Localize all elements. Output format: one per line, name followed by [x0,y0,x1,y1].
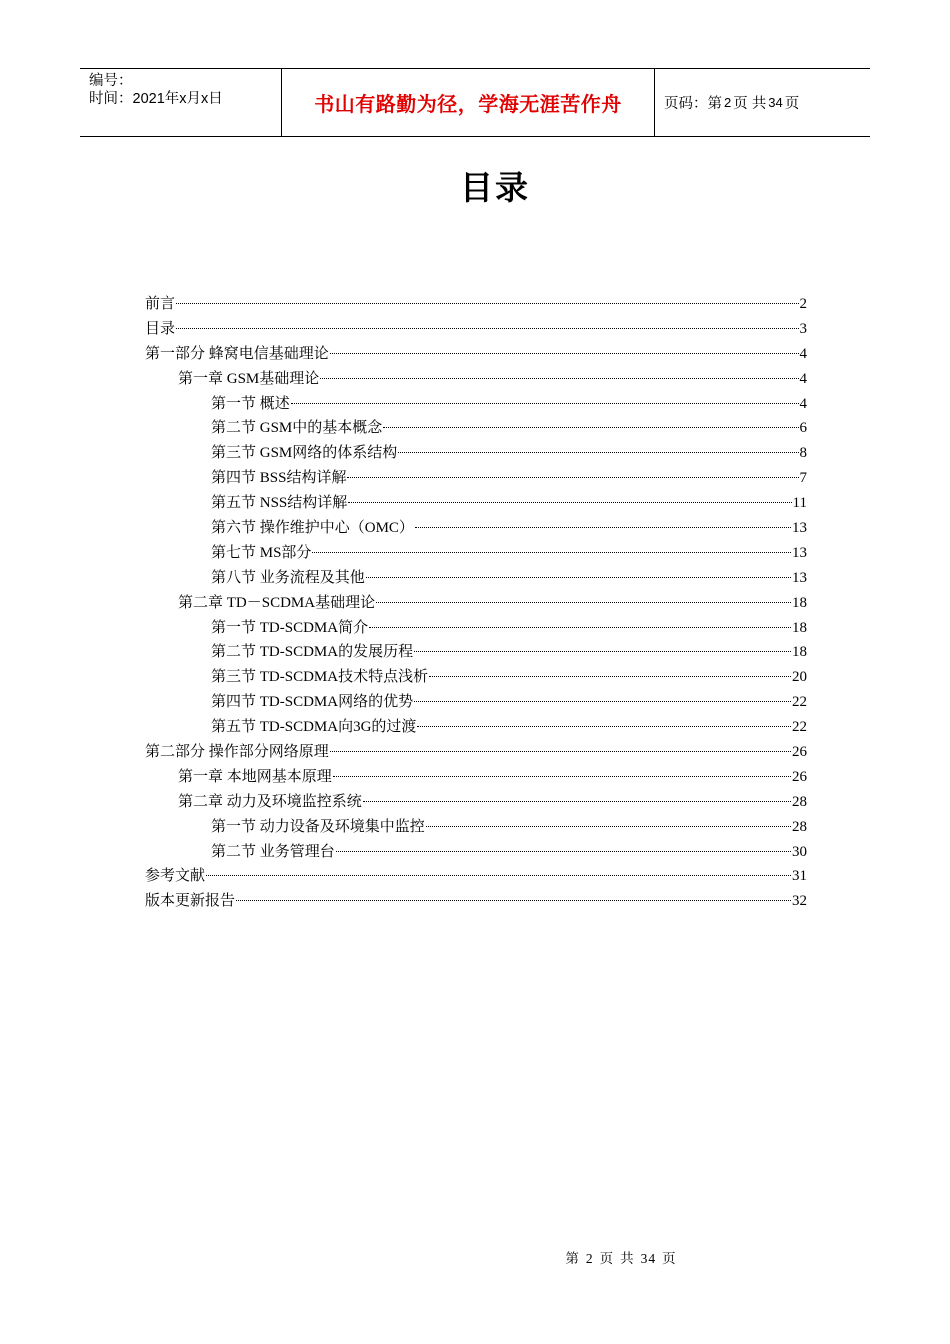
toc-entry-label: 版本更新报告 [145,893,236,910]
toc-entry-label: 第一节 动力设备及环境集中监控 [211,818,425,835]
table-of-contents [145,292,807,914]
header-page-prefix: 页码：第 [664,96,722,112]
toc-entry[interactable] [145,541,807,566]
document-number-label: 编号： [89,73,133,89]
header-page-suffix: 页 [784,96,800,112]
toc-entry-page-number: 18 [792,594,807,611]
header-motto: 书山有路勤为径，学海无涯苦作舟 [282,69,655,136]
toc-dot-leader [336,850,791,852]
toc-dot-leader [347,476,798,478]
toc-entry[interactable] [145,566,807,591]
toc-entry[interactable] [145,790,807,815]
toc-entry-label: 参考文献 [145,868,206,885]
toc-entry-page-number: 7 [799,470,807,487]
toc-entry-label: 第五节 NSS结构详解 [211,495,348,512]
toc-dot-leader [383,426,798,428]
toc-dot-leader [376,601,791,603]
toc-dot-leader [398,451,798,453]
toc-entry-page-number: 3 [799,320,807,337]
toc-entry-page-number: 26 [792,768,807,785]
toc-entry-label: 第二章 动力及环境监控系统 [178,793,362,810]
toc-entry-page-number: 13 [792,569,807,586]
toc-entry-label: 前言 [145,296,176,312]
toc-entry-label: 第七节 MS部分 [211,544,312,561]
toc-entry[interactable] [145,516,807,541]
toc-entry-label: 第一部分 蜂窝电信基础理论 [145,345,329,362]
toc-dot-leader [206,874,791,876]
toc-entry[interactable] [145,715,807,740]
document-time: 时间：2021年x月x日 [89,91,223,107]
toc-entry-page-number: 6 [799,420,807,437]
toc-entry-page-number: 22 [792,719,807,736]
toc-dot-leader [320,377,798,379]
toc-entry[interactable] [145,292,807,317]
toc-entry[interactable] [145,466,807,491]
toc-dot-leader [426,825,791,827]
toc-entry-page-number: 30 [792,843,807,860]
toc-entry[interactable] [145,392,807,417]
toc-dot-leader [417,725,791,727]
toc-entry-page-number: 8 [799,445,807,462]
toc-entry-page-number: 18 [792,644,807,661]
header-page-mid: 页 共 [733,96,767,112]
toc-dot-leader [236,899,791,901]
toc-entry-label: 第二节 GSM中的基本概念 [211,420,383,437]
page-footer [0,1247,950,1267]
header-meta [80,69,282,136]
toc-entry-label: 第二部分 操作部分网络原理 [145,744,329,761]
toc-entry[interactable] [145,591,807,616]
toc-dot-leader [348,501,791,503]
toc-entry-label: 第一节 概述 [211,395,290,412]
toc-entry[interactable] [145,491,807,516]
toc-entry-label: 第四节 TD-SCDMA网络的优势 [211,694,414,711]
toc-entry-page-number: 11 [792,495,807,512]
toc-entry-page-number: 22 [792,694,807,711]
header-page-info [655,69,870,136]
toc-entry-label: 第二节 TD-SCDMA的发展历程 [211,644,414,661]
toc-entry-page-number: 28 [792,793,807,810]
toc-dot-leader [414,700,791,702]
toc-entry[interactable] [145,864,807,889]
toc-entry-page-number: 13 [792,520,807,537]
toc-entry[interactable] [145,441,807,466]
toc-dot-leader [363,800,791,802]
page-title: 目录 [460,168,530,207]
toc-entry[interactable] [145,840,807,865]
toc-dot-leader [366,576,791,578]
toc-entry[interactable] [145,765,807,790]
toc-entry[interactable] [145,665,807,690]
toc-entry[interactable] [145,815,807,840]
toc-entry[interactable] [145,740,807,765]
toc-entry-page-number: 31 [792,868,807,885]
toc-dot-leader [429,675,791,677]
toc-dot-leader [414,650,791,652]
toc-entry[interactable] [145,317,807,342]
toc-entry[interactable] [145,367,807,392]
toc-entry-page-number: 18 [792,619,807,636]
footer-word-di: 第 [565,1251,580,1266]
toc-entry-label: 第四节 BSS结构详解 [211,470,347,487]
toc-dot-leader [312,551,791,553]
toc-entry[interactable] [145,616,807,641]
toc-entry-label: 第五节 TD-SCDMA向3G的过渡 [211,719,417,736]
toc-entry[interactable] [145,889,807,914]
toc-entry-label: 第二节 业务管理台 [211,843,335,860]
toc-entry-label: 第二章 TD－SCDMA基础理论 [178,594,376,611]
toc-entry-page-number: 4 [799,370,807,387]
toc-entry-label: 第一章 本地网基本原理 [178,768,332,785]
toc-entry-label: 第三节 GSM网络的体系结构 [211,445,398,462]
toc-entry[interactable] [145,416,807,441]
toc-entry-page-number: 20 [792,669,807,686]
toc-entry-page-number: 32 [792,893,807,910]
toc-dot-leader [415,526,791,528]
toc-entry-page-number: 28 [792,818,807,835]
toc-entry-label: 第三节 TD-SCDMA技术特点浅析 [211,669,429,686]
toc-entry-page-number: 26 [792,744,807,761]
toc-entry[interactable] [145,690,807,715]
toc-entry[interactable] [145,640,807,665]
footer-word-gong: 共 [620,1251,635,1266]
toc-entry-label: 目录 [145,320,176,337]
toc-entry[interactable] [145,342,807,367]
toc-entry-label: 第八节 业务流程及其他 [211,569,365,586]
toc-dot-leader [176,302,798,304]
header-page-total: 34 [768,95,783,110]
toc-entry-page-number: 4 [799,345,807,362]
footer-word-ye: 页 [599,1251,615,1266]
footer-page-current: 2 [585,1251,594,1266]
toc-dot-leader [176,327,798,329]
toc-dot-leader [330,750,791,752]
toc-dot-leader [291,402,799,404]
header-page-current: 2 [724,95,732,110]
toc-entry-page-number: 4 [799,395,807,412]
toc-dot-leader [333,775,791,777]
toc-entry-label: 第六节 操作维护中心（OMC） [211,520,414,537]
toc-dot-leader [369,626,791,628]
toc-entry-label: 第一章 GSM基础理论 [178,370,320,387]
toc-entry-label: 第一节 TD-SCDMA简介 [211,619,369,636]
toc-dot-leader [330,352,799,354]
page-header [80,68,870,137]
footer-word-ye-end: 页 [662,1251,677,1266]
footer-page-total: 34 [640,1251,657,1266]
toc-entry-page-number: 13 [792,544,807,561]
toc-entry-page-number: 2 [799,296,807,312]
